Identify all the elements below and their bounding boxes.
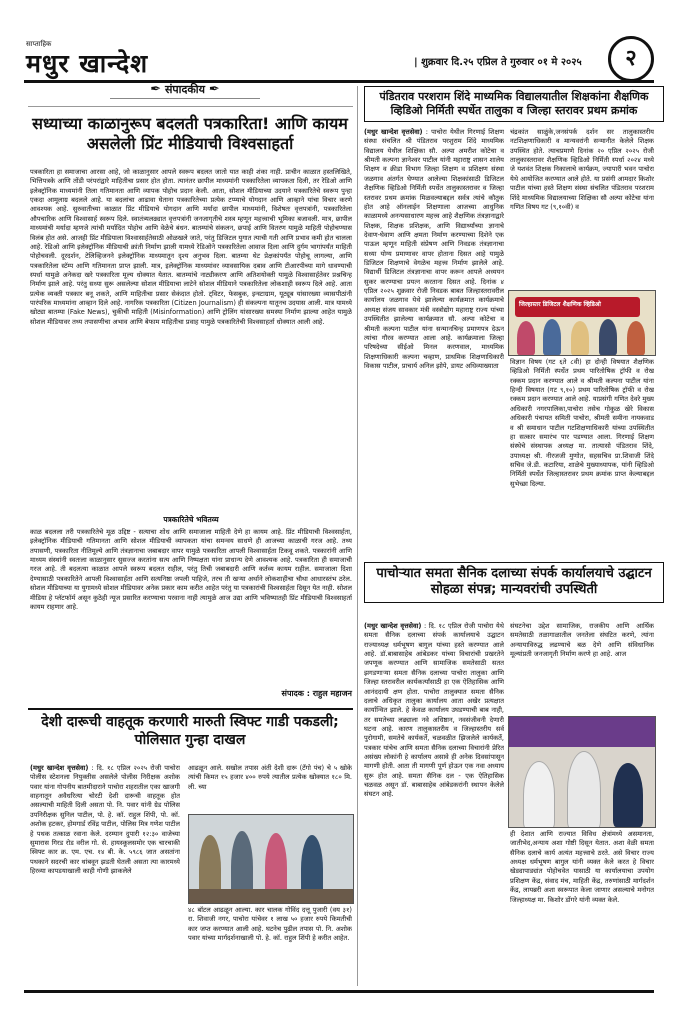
school-story-col1 (364, 128, 504, 546)
editorial-subhead: पत्रकारितेचे भवितव्य (163, 515, 219, 524)
school-story-col2a: चंद्रकांत साळुंके,जनसंपर्क दर्शन सर तालुकास्तरीय नटशिक्षणाधिकारी व मान्यवरांनी सन्मानीत केलेले शिक्षक उपस्थित होते. त्याचप्रमाणे दिनांक २० एप्रिल २०२५ रोजी तालुकास्तरावर शैक्षणिक व्हिडिओ निर्मिती स्पर्धा २०२४ मध्ये जे यशवंत शिक्षक निकालाचे कार्यक्रम, ज्यापारी भवन पाचोरा येथे आयोजित करण्यात आले होते. या प्रसंगी आमदार किशोर पाटील यांच्या हस्ते शिक्षण संस्था संचलित पंडितराव परशराम शिंदे माध्यमिक विद्यालयाच्या शिक्षिका सौ अल्पा कोटेचा यांना गणित विषय गट (९,१०वी) व (510, 128, 654, 211)
samata-story-dateline: (मधुर खान्देश वृत्तसेवा) (364, 622, 422, 630)
school-story-col2b: विज्ञान विषय (गट ६ते ८वी) हा दोन्ही विषयात शैक्षणिक व्हिडिओ निर्मिती स्पर्धेत प्रथम पारितोषिक ट्रॉफी व रोख रक्कम प्रदान करण्यात आले व श्रीमती कल्पना पाटील यांना हिन्दी विषयात (गट ९,१०) प्रथम पारितोषिक ट्रॉफी व रोख रक्कम प्रदान करण्यात आले आहे. याप्रसंगी गणित देवरे मुख्य अधिकारी नगरपालिका,पाचोरा तसेच गोकुळ खेरे विकास अधिकारी पंचायत समिती पाचोरा, श्रीमती समीना नायकवाड व श्री समाधान पाटील गटशिक्षणाधिकारी यांच्या उपस्थितीत हा सत्कार समारंभ पार पडण्यात आला. गिरणाई शिक्षण संस्थेचे संस्थापक अध्यक्ष मा. तात्यासो पंडितराव शिंदे, उपाध्यक्ष श्री. नीरजजी मुणोत, सहसचिव प्रा.शिवाजी शिंदे सचिव जे.डी. कटारिया, शाळेचे मुख्याध्यापक, यांनी व्हिडिओ निर्मिती स्पर्धेत जिल्हास्तरावर प्रथम क्रमांक प्राप्त केल्याबद्दल सुभेच्छा दिल्या. (510, 358, 654, 488)
page-number: २ (608, 36, 654, 82)
liquor-story-headline: देशी दारूची वाहतूक करणारी मारुती स्विफ्ट गाडी पकडली; पोलिसात गुन्हा दाखल (41, 714, 339, 748)
liquor-story-col1 (30, 764, 180, 982)
award-ceremony-photo (508, 290, 656, 356)
liquor-story-col2b: ४८ बॉटल आढळून आल्या. कार चालक गोविंद दत्तू पुजारी (वय ३१) रा. शिवाजी नगर, पाचोरा यांचेवर १ लाख ५० हजार रुपये किमतीची कार जप्त करण्यात आली आहे. घटनेच पुढील तपास पो. नि. अशोक पवार यांच्या मार्गदर्शनाखाली पो. हे. कॉ. राहुल शिंपी हे करीत आहेत. (188, 906, 352, 943)
column-rule (357, 86, 358, 986)
masthead (24, 40, 654, 83)
masthead-kicker: साप्ताहिक (26, 40, 52, 48)
rule (28, 106, 353, 107)
school-story-col1-text: : पाचोरा येथील गिरणाई शिक्षण संस्था संचलित श्री पंडितराव परशुराम शिंदे माध्यमिक विद्यालय येथील शिक्षिका सौ. अल्पा अमरीश कोटेचा व श्रीमती कल्पना ज्ञानेश्वर पाटील यांनी महाराष्ट्र शासन शालेय शिक्षण व क्रीडा विभाग जिल्हा शिक्षण व प्रशिक्षण संस्था जळगाव अंतर्गत घेण्यात आलेल्या शिक्षकांसाठी डिजिटल शैक्षणिक व्हिडिओ निर्मिती स्पर्धेत तालुकास्तरावर व जिल्हा स्तरावर प्रथम क्रमांक मिळवल्याबद्दल सर्वत्र त्यांचे कौतुक होत आहे ऑनलाईन शिक्षणाला आजच्या आधुनिक काळामध्ये अनन्यसाधारण महत्त्व आहे शैक्षणिक तंत्रज्ञानाद्वारे शिक्षक, शिक्षक प्रशिक्षक, आणि विद्यार्थ्यांच्या ज्ञानाचे देवाण-घेवाण आणि क्षमता निर्माण करण्याच्या दिशेने एक पाऊल म्हणून माहिती संप्रेषण आणि निवडक तंत्रज्ञानाचा सध्या योग्य प्रमाणावर वापर होताना दिसत आहे यामुळे डिजिटल शिक्षणाचे वेगळेच महत्त्व निर्माण झालेले आहे. विद्यार्थी डिजिटल तंत्रज्ञानाचा वापर करून आपले अध्ययन सुकर करण्याचा प्रयत्न करताना दिसत आहे. दिनांक ४ एप्रिल २०२५ शुक्रवार रोजी निवडक बाबत जिल्हास्तरावरील कार्यालय जळगाव येथे झालेल्या कार्यक्रमात कार्यक्रमाचे अध्यक्ष संजय सावकार मंत्री वस्त्रोद्योग महाराष्ट्र राज्य यांच्या उपस्थितीत झालेल्या कार्यक्रमात सौ. अल्पा कोटेचा व श्रीमती कल्पना पाटील यांना सन्मानचिन्ह प्रमाणपत्र देऊन त्यांचा गौरव करण्यात आला आहे. कार्यक्रमाला जिल्हा परिषदेच्या सीईओ मिनल करणवाल, माध्यमिक शिक्षणाधिकारी कल्पना चव्हाण, प्राथमिक शिक्षणाधिकारी विकास पाटील, प्राचार्य अनिल झोपे, डायट अधिव्याख्याता (364, 128, 504, 370)
samata-story-col1 (364, 622, 504, 982)
samata-story-col1-text: : दि. १८ एप्रिल रोजी पाचोरा येथे समता सैनिक दलाच्या संपर्क कार्यालयाचे उद्घाटन राज्याध्यक्ष धर्मभूषण बागुल यांच्या हस्ते करण्यात आले आहे. डॉ.बाबासाहेब आंबेडकर यांच्या विचारांची प्रखरतेने जपणूक करण्यात आणि सामाजिक समतेसाठी सतत झगडणाऱ्या समता सैनिक दलाच्या पाचोरा तालुका आणि जिल्हा स्तरावरील कार्यकर्त्यांसाठी हा एक ऐतिहासिक आणि आनंददायी क्षण होता. पाचोरा तालुक्यात समता सैनिक दलाचे अधिकृत तालुका कार्यालय आता अखेर प्रत्यक्षात कार्यान्वित झाले. हे केवळ कार्यालय उघडण्याची बाब नाही, तर समतेच्या लढ्याला नवे अधिष्ठान, नवसंजीवनी देणारी घटना आहे. कारण तालुकास्तरीय व जिल्हास्तरीय सर्व पुरोगामी, समतेचे कार्यकर्ते, चळवळीत झिजलेले कार्यकर्ते, पत्रकार यांचेच आणि समता सैनिक दलाच्या विचारांनी प्रेरित असंख्य लोकांनी हे कार्यालय असावे ही अनेक दिवसांपासून मागणी होती. आता ती मागणी पूर्ण होऊन एक नवा अध्याय सुरू होत आहे. समता सैनिक दल - एक ऐतिहासिक चळवळ असून डॉ. बाबासाहेब आंबेडकरांनी स्थापन केलेले संघटन आहे. (364, 622, 504, 799)
samata-story-headline: पाचोऱ्यात समता सैनिक दलाच्या संपर्क कार्यालयाचे उद्घाटन सोहळा संपन्न; मान्यवरांची उपस्थिती (364, 562, 664, 603)
liquor-story-dateline: (मधुर खान्देश वृत्तसेवा) (30, 764, 89, 772)
award-photo-banner-text: जिल्हास्तर डिजिटल शैक्षणिक व्हिडिओ (519, 301, 601, 308)
masthead-dateline: | शुक्रवार दि.२५ एप्रिल ते गुरुवार ०१ मे २०२५ (414, 57, 582, 68)
liquor-story-col1-text: : दि. १८ एप्रिल २०२५ रोजी पाचोरा पोलीस स्टेशनला नियुक्तीस असलेले पोलीस निरीक्षक अशोक पवार यांना गोपनीय बातमीदाराने पाचोरा शहरातील एका खाजगी वाहनातून अवैधरित्या चोरटी देशी दारूची वाहतूक होत असल्याची माहिती दिली असता पो. नि. पवार यांनी ग्रेड पोलिस उपनिरीक्षक सुनिल पाटील, पो. हे. कॉ. राहुल शिंपी, पो. कॉ. अशोक हटकर, होमगार्ड रविंद्र पाटील, पोलिस मित्र गणेश पाटील हे पथक तत्काळ रवाना केले. दरम्यान दुपारी १२:३० वाजेच्या सुमारास गिरड रोड वरील गो. से. हायस्कूलसमोर एक चारचाकी स्विफ्ट कार क्र. एम. एच. १४ बी. के. ५९८६ जात असतांना पथकाने सदरची कार थांबवून झडती घेतली असता त्या कारमध्ये हिरव्या कापडयाखाली काही गोणी झाकलेले (30, 764, 180, 875)
pen-nib-icon: ✒ (150, 82, 162, 97)
editorial-headline: सध्याच्या काळानुरूप बदलती पत्रकारिता! आणि कायम असलेली प्रिंट मीडियाची विश्वसाहर्ता (32, 114, 348, 153)
samata-inauguration-photo (508, 716, 656, 828)
section-label-text: संपादकीय (164, 83, 206, 96)
liquor-story-col2: आढळून आले. सखोल तपास अंती देशी दारू (टँगो पंच) चे ५ खोके त्यांची किमत १५ हजार ४०० रुपये त्यातील प्रत्येक खोक्यात १८० मि. ली. च्या (188, 764, 352, 791)
liquor-seizure-photo (188, 814, 354, 904)
pen-nib-icon: ✒ (208, 82, 220, 97)
school-story-headline: पंडितराव परशराम शिंदे माध्यमिक विद्यालयातील शिक्षकांना शैक्षणिक व्हिडिओ निर्मिती स्पर्धेत तालुका व जिल्हा स्तरावर प्रथम क्रमांक (364, 86, 664, 122)
school-story-dateline: (मधुर खान्देश वृत्तसेवा) (364, 128, 423, 136)
samata-story-col2b: ही देशात आणि राज्यात विविध क्षेत्रांमध्ये असमानता, जातीभेद,अन्याय अशा गोष्टी दिसून येतात. अशा वेळी समता सैनिक दलाचे कार्य अत्यंत महत्त्वाचे ठरते. असे विचार राज्य अध्यक्ष धर्मभूषण बागुल यांनी व्यक्त केले करत हे विचार खेड्यापाड्यांत पोहोचवेत यासाठी या कार्यालयाचा उपयोग प्रशिक्षण केंद्र, संवाद मंच, माहिती केंद्र, तरुणांसाठी मार्गदर्शन केंद्र, लायब्ररी अशा स्वरूपात केला जाणार असल्याचे मनोगत जिल्हाध्यक्ष मा. किशोर डोंगरे यांनी व्यक्त केले. (510, 830, 654, 904)
samata-story-col2a: संघटनेचा उद्देश सामाजिक, राजकीय आणि आर्थिक समतेसाठी तळागाळातील जनतेला संघटित करणे, त्यांना अन्यायाविरुद्ध लढण्याचे बळ देणे आणि संविधानिक मूल्यांप्रती जनजागृती निर्माण करणे हा आहे. आज (510, 622, 654, 659)
editorial-byline: संपादक : राहुल महाजन (281, 689, 352, 698)
masthead-title: मधुर खान्देश (26, 49, 149, 78)
editorial-paragraph-1: पत्रकारिता हा समाजाचा आरसा आहे, जो काळानुसार आपले स्वरूप बदलत जातो यात काही शंका नाही. प्राचीन काळात हस्तलिखिते, भित्तिपत्रके आणि तोंडी परंपरांद्वारे माहितीचा प्रसार होत होता. त्यानंतर छापील माध्यमांनी पत्रकारितेला व्यापकता दिली, तर रेडिओ आणि इलेक्ट्रॉनिक माध्यमांनी तिला गतिमानता आणि व्यापक पोहोच प्रदान केली. आता, सोशल मीडियाच्या उदयाने पत्रकारितेचे स्वरूप पुन्हा एकदा आमूलाग्र बदलले आहे. या बदलांचा आढावा घेताना पत्रकारितेच्या प्रत्येक टप्प्याचे योगदान आणि आव्हाने यांचा विचार करणे आवश्यक आहे. सुरुवातीच्या काळात प्रिंट मीडियाचे योगदान आणि मर्यादा छापील माध्यमांनी, विशेषतः वृत्तपत्रांनी, पत्रकारितेला औपचारिक आणि विश्वासार्ह स्वरूप दिले. स्वातंत्र्यलढ्यात वृत्तपत्रांनी जनजागृतीचे शस्त्र म्हणून महत्त्वाची भूमिका बजावली. मात्र, छापील माध्यमांची मर्यादा म्हणजे त्यांची मर्यादित पोहोच आणि वेळेचे बंधन. बातम्यांचे संकलन, छपाई आणि वितरण यामुळे माहिती पोहोचण्यास विलंब होत असे. आजही प्रिंट मीडियाला विश्वासार्हतेसाठी ओळखले जाते, परंतु डिजिटल युगात त्याची गती आणि प्रभाव कमी होत चालला आहे. रेडिओ आणि इलेक्ट्रॉनिक मीडियाची क्रांती निर्माण झाली यामध्ये रेडिओने पत्रकारितेला आवाज दिला आणि दुर्गम भागांपर्यंत माहिती पोहोचवली. दूरदर्शन, टेलिव्हिजनने इलेक्ट्रॉनिक माध्यमातून दृश्य अनुभव दिला. बातम्या थेट प्रेक्षकांपर्यंत पोहोचू लागल्या, आणि पत्रकारितेला स्टॅम्प आणि गतिमानता प्राप्त झाली. मात्र, इलेक्ट्रॉनिक माध्यमांवर व्यावसायिक दबाव आणि टीआरपीच्या मागे धावण्याची स्पर्धा यामुळे अनेकदा खरे पत्रकारिता मूल्य धोक्यात येतात. बातम्यांचे नाट्यीकरण आणि अतिशयोक्ती यामुळे विश्वासार्हतेवर प्रश्नचिन्ह निर्माण झाले आहे. परंतु सध्या सुरू असलेल्या सोशल मीडियाचा लाटेने सोशल मीडियाने पत्रकारितेला लोकशाही स्वरूप दिले आहे. आता प्रत्येक व्यक्ती पत्रकार बनू शकते, आणि माहितीचा प्रसार सेकंदात होतो. ट्विटर, फेसबुक, इन्स्टाग्राम, यूट्यूब यांसारख्या व्यासपीठांनी पारंपरिक माध्यमांना आव्हान दिले आहे. नागरिक पत्रकारिता (Citizen Journalism) ही संकल्पना यातूनच उदयास आली. मात्र यामध्ये खोट्या बातम्या (Fake News), चुकीची माहिती (Misinformation) आणि ट्रोलिंग यांसारख्या समस्या निर्माण झाल्या आहेत यामुळे सोशल मीडियावर तथ्य तपासणीचा अभाव आणि बेफाम माहितीचा प्रवाह यामुळे पत्रकारितेची विश्वसाहर्ता धोक्यात आली आहे. (30, 168, 352, 326)
editorial-paragraph-2: काळ बदलला तरी पत्रकारितेचे मूळ उद्दिष्ट - सत्याचा शोध आणि समाजाला माहिती देणे हा कायम आहे. प्रिंट मीडियाची विश्वसार्हता, इलेक्ट्रॉनिक मीडियाची गतिमानता आणि सोशल मीडियाची व्यापकता यांचा समन्वय साधणे ही आजच्या काळाची गरज आहे. तथ्य तपासणी, पत्रकारिता नीतिमूल्ये आणि तंत्रज्ञानाचा जबाबदार वापर यामुळे पत्रकारिता आपली विश्वासार्हता टिकवू शकते. पत्रकारांनी आणि माध्यम संस्थांनी स्वतःला काळानुसार सुसज्ज करतांना सत्य आणि निष्पक्षता यांना प्राधान्य देणे आवश्यक आहे. पत्रकारिता ही समाजाची गरज आहे. ती बदलत्या काळात आपले स्वरूप बदलत राहील, परंतु तिची जबाबदारी आणि कर्तव्य कायम राहील. समाजाला दिशा देण्यासाठी पत्रकारितेने आपली विश्वासार्हता आणि सत्यनिष्ठा जपली पाहिजे, तरच ती खऱ्या अर्थाने लोकशाहीचा चौथा आधारस्तंभ ठरेल. सोशल मीडियाच्या या युगामध्ये सोशल मीडियावर अनेक प्रकार काम करीत आहेत परंतु या पत्रकारांची विश्वसार्हता दिसून येत नाही. सोशल मीडिया हे प्लॅटफॉर्म असून कुठेही न्यूज प्रसारित करण्याचा परवाना नाही त्यामुळे आज उद्या आणि भविष्यातही प्रिंट मीडियाची विश्वसाहर्ता कायम राहणार आहे. (30, 528, 352, 611)
rule (28, 708, 353, 710)
footer-rule (24, 990, 654, 993)
section-label (110, 82, 260, 99)
